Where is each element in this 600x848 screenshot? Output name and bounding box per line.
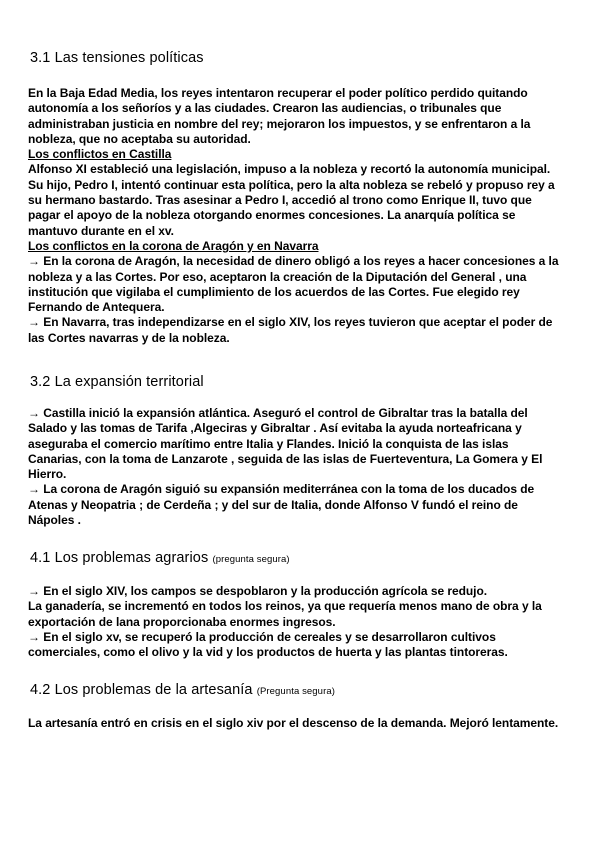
- paragraph-line: mantuvo durante en el xv.: [28, 223, 174, 238]
- paragraph-line: En la Baja Edad Media, los reyes intentaron recuperar el poder político perdido quitando: [28, 86, 528, 100]
- subheading-aragon-navarra: Los conflictos en la corona de Aragón y en Navarra: [28, 238, 319, 253]
- paragraph-line: La ganadería, se incrementó en todos los reinos, ya que requería menos mano de obra y la: [28, 599, 542, 614]
- paragraph-line: pagar el apoyo de la nobleza otorgando enormes concesiones. La anarquía política se: [28, 208, 516, 223]
- paragraph-line: La artesanía entró en crisis en el siglo xiv por el descenso de la demanda. Mejoró lentamente.: [28, 716, 559, 730]
- paragraph-line: administraban justicia en nombre del rey; mejoraron los impuestos, y se enfrentaron a la: [28, 116, 531, 131]
- section-4-1-body: [28, 584, 574, 660]
- paragraph-line: nobleza y a las Cortes. Por eso, aceptaron la creación de la Diputación del General , una: [28, 269, 527, 284]
- section-title-text: 4.1 Los problemas agrarios: [30, 550, 209, 566]
- paragraph-line: aseguraba el comercio marítimo entre Italia y Flandes. Inició la conquista de las islas: [28, 436, 509, 451]
- paragraph-line: Alfonso XI estableció una legislación, impuso a la nobleza y recortó la autonomía municipal.: [28, 162, 551, 177]
- paragraph-line: → En el siglo XIV, los campos se despoblaron y la producción agrícola se redujo.: [28, 584, 488, 598]
- paragraph-line: institución que vigilaba el cumplimiento de los acuerdos de las Cortes. Fue elegido rey: [28, 284, 520, 299]
- paragraph-line: Su hijo, Pedro I, intentó continuar esta política, pero la alta nobleza se rebeló y propuso rey a: [28, 177, 555, 192]
- section-title-3-1: [30, 50, 204, 66]
- section-title-text: 3.2 La expansión territorial: [30, 374, 204, 390]
- paragraph-line: las Cortes navarras y de la nobleza.: [28, 330, 230, 345]
- paragraph-line: → En el siglo xv, se recuperó la producción de cereales y se desarrollaron cultivos: [28, 629, 496, 644]
- paragraph-line: Fernando de Antequera.: [28, 300, 165, 315]
- section-title-text: 3.1 Las tensiones políticas: [30, 50, 204, 66]
- paragraph-line: → Castilla inició la expansión atlántica. Aseguró el control de Gibraltar tras la batalla del: [28, 406, 528, 420]
- paragraph-line: → En la corona de Aragón, la necesidad de dinero obligó a los reyes a hacer concesiones a la: [28, 254, 559, 269]
- paragraph-line: exportación de lana proporcionaba enormes ingresos.: [28, 614, 336, 629]
- paragraph-line: Canarias, con la toma de Lanzarote , seguida de las islas de Fuerteventura, La Gomera y El: [28, 451, 543, 466]
- section-note: (Pregunta segura): [256, 686, 335, 697]
- section-title-4-2: [30, 682, 335, 698]
- paragraph-line: nobleza, que no aceptaba su autoridad.: [28, 131, 251, 146]
- paragraph-line: Salado y las tomas de Tarifa ,Algeciras y Gibraltar . Así evitaba la ayuda norteafricana y: [28, 421, 522, 436]
- paragraph-line: Nápoles .: [28, 513, 81, 528]
- paragraph-line: su hermano bastardo. Tras asesinar a Pedro I, accedió al trono como Enrique II, tuvo que: [28, 193, 532, 208]
- paragraph-line: → En Navarra, tras independizarse en el siglo XIV, los reyes tuvieron que aceptar el poder de: [28, 315, 553, 330]
- paragraph-line: Atenas y Neopatria ; de Cerdeña ; y del sur de Italia, donde Alfonso V fundó el reino de: [28, 497, 518, 512]
- section-title-4-1: [30, 550, 290, 566]
- section-title-3-2: [30, 374, 204, 390]
- section-3-1-body: [28, 86, 574, 346]
- paragraph-line: comerciales, como el olivo y la vid y los productos de huerta y las plantas tintoreras.: [28, 645, 508, 660]
- paragraph-line: → La corona de Aragón siguió su expansión mediterránea con la toma de los ducados de: [28, 482, 535, 497]
- section-3-2-body: [28, 406, 574, 528]
- paragraph-line: Hierro.: [28, 467, 67, 482]
- subheading-castilla: Los conflictos en Castilla: [28, 147, 172, 162]
- section-4-2-body: [28, 716, 574, 731]
- section-title-text: 4.2 Los problemas de la artesanía: [30, 682, 253, 698]
- paragraph-line: autonomía a los señoríos y a las ciudades. Crearon las audiencias, o tribunales que: [28, 101, 502, 116]
- section-note: (pregunta segura): [212, 554, 290, 565]
